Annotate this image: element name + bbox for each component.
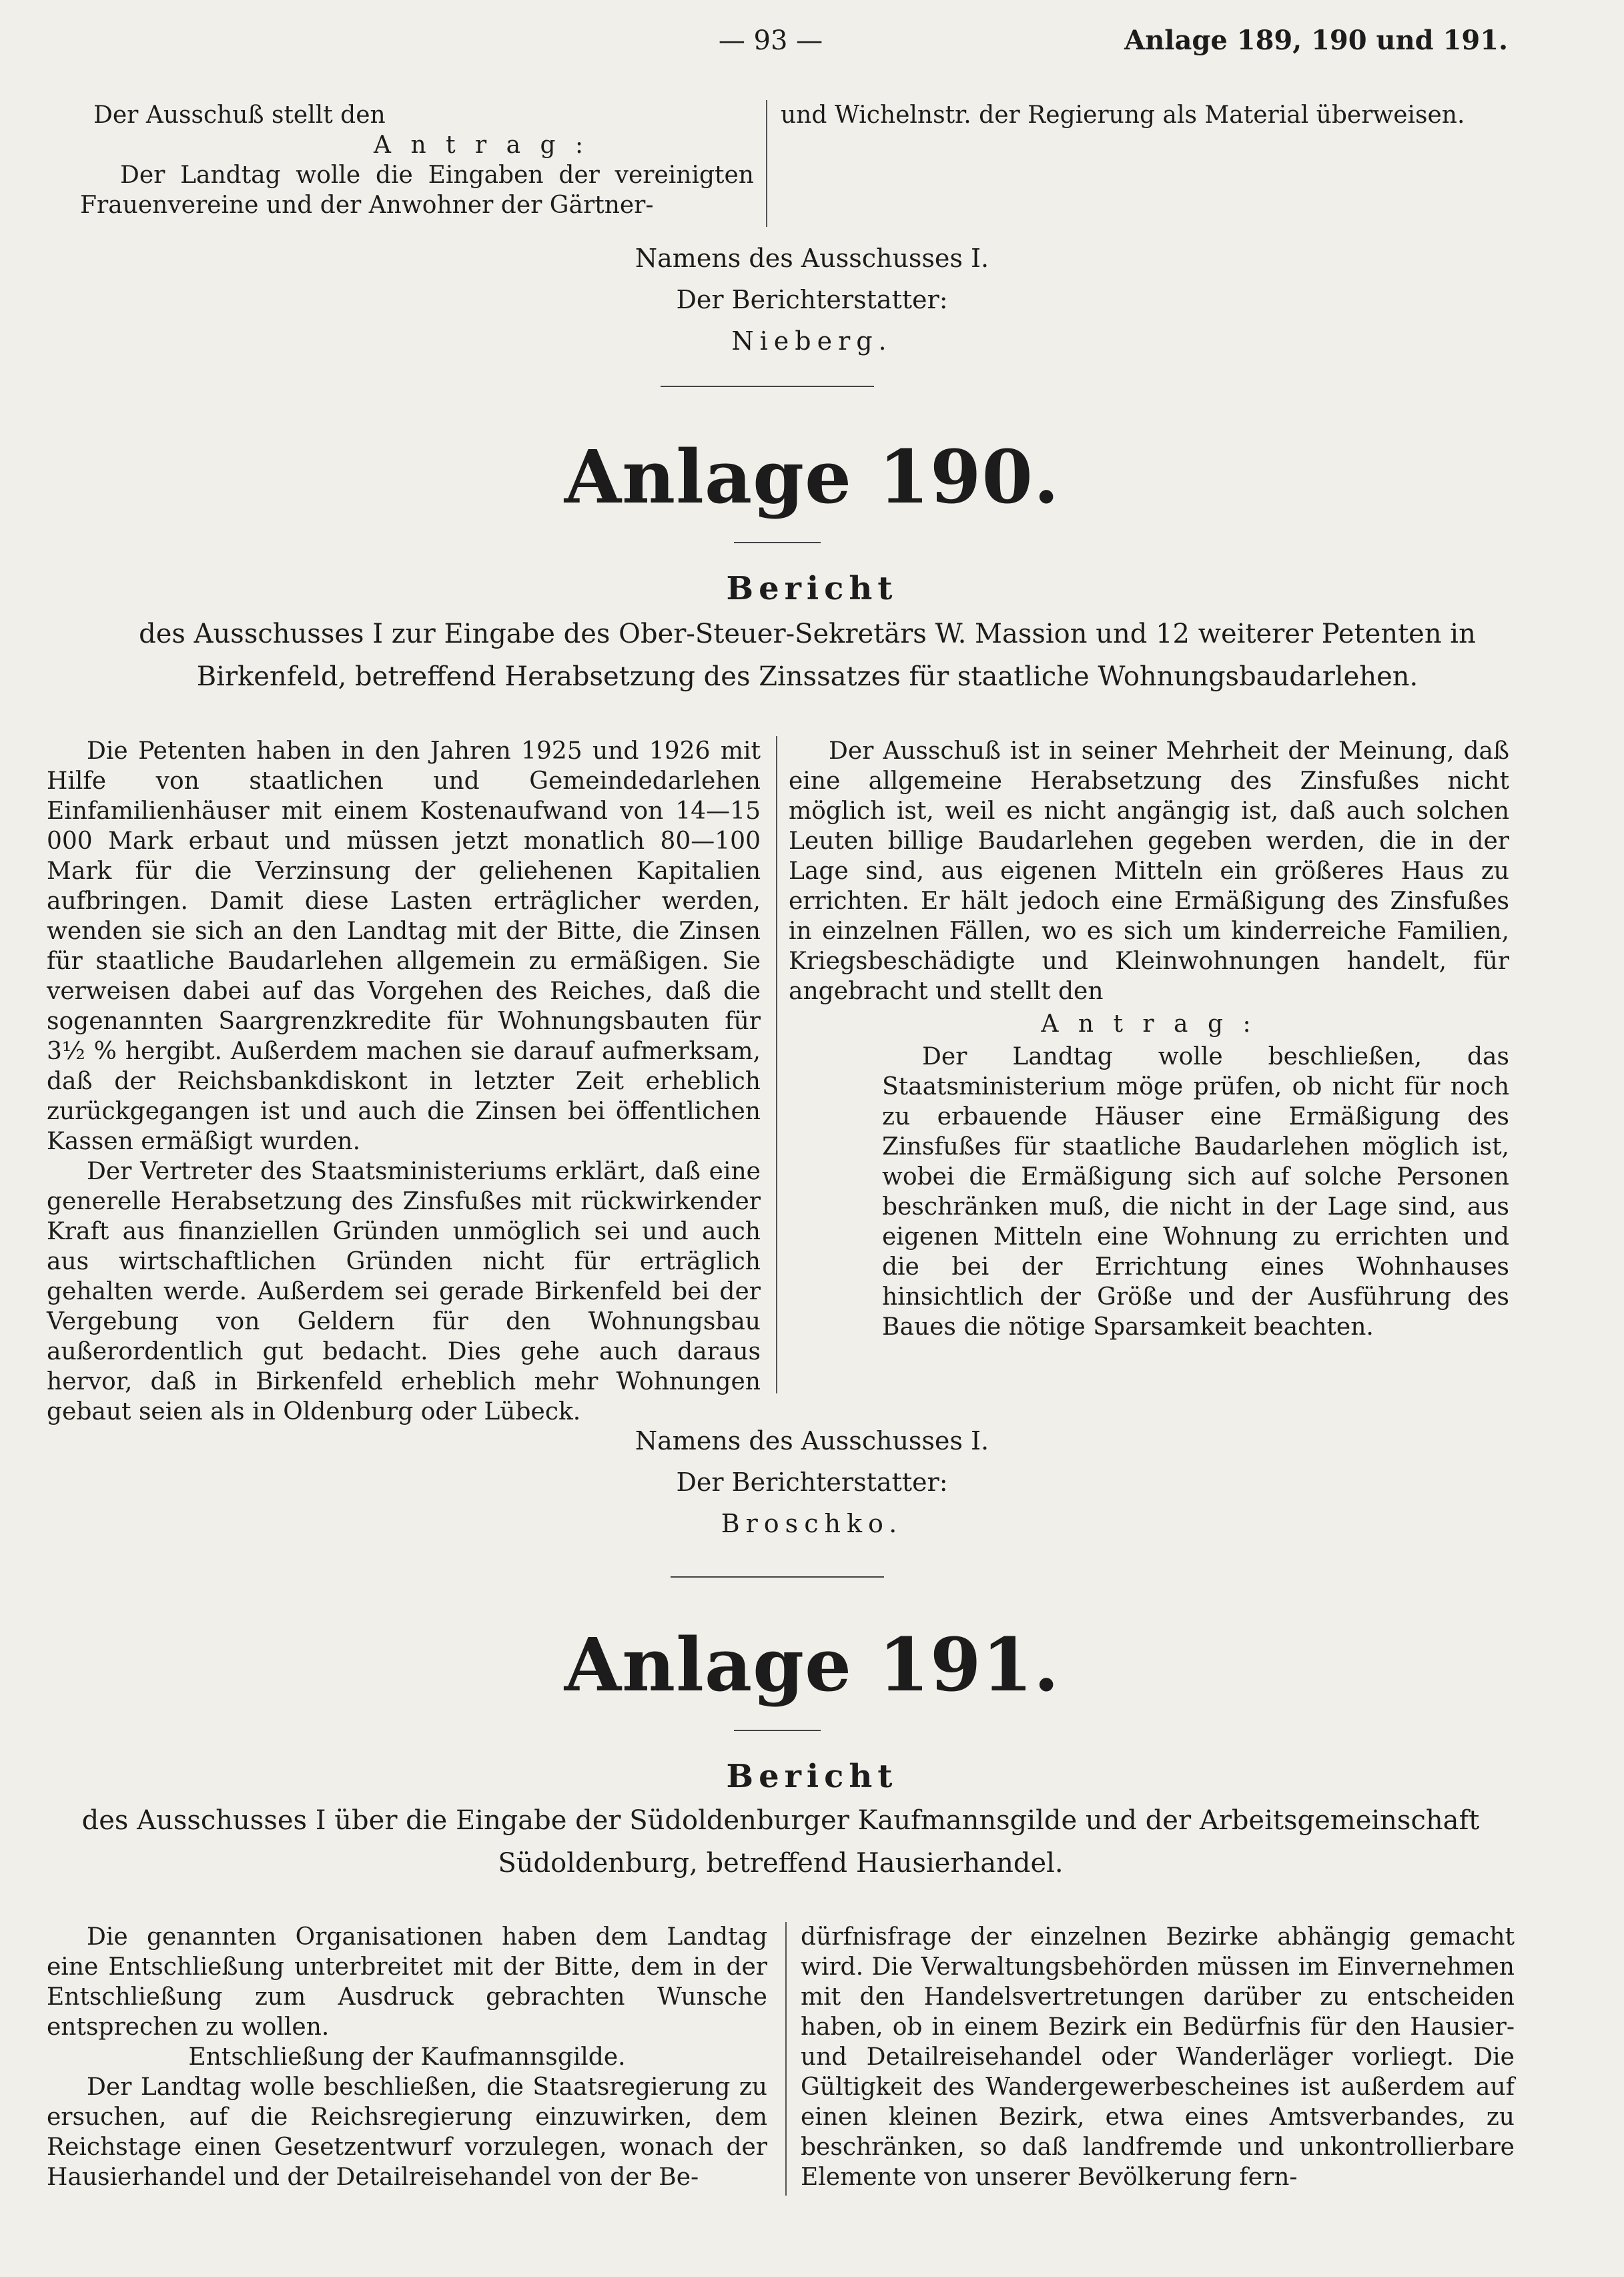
anlage-190-bericht: Bericht bbox=[726, 570, 898, 607]
anlage-191-intro-paragraph: Die genannten Organisationen haben dem Landtag eine Entschließung unterbreitet mit der Bitte, dem in der Entschließung zum Ausdruck gebrachten Wunsche entsprechen zu wollen. bbox=[47, 1923, 767, 2041]
anlage-190-committee-paragraph: Der Ausschuß ist in seiner Mehrheit der Meinung, daß eine allgemeine Herabsetzung des Zinsfußes nicht möglich ist, weil es nicht angängig ist, daß auch solchen Leuten billige Baudarlehen gegeben werden, die in der Lage sind, aus eigenen Mitteln ein größeres Haus zu errichten. Er hält jedoch eine Ermäßigung des Zinsfußes in einzelnen Fällen, wo es sich um kinderreiche Familien, Kriegsbeschädigte und Kleinwohnungen handelt, für angebracht und stellt den bbox=[789, 737, 1509, 1005]
anlage-191-bericht: Bericht bbox=[726, 1758, 898, 1795]
anlage-190-petition-paragraph: Die Petenten haben in den Jahren 1925 und 1926 mit Hilfe von staatlichen und Gemeindedarlehen Einfamilienhäuser mit einem Kostenaufwand von 14—15 000 Mark erbaut und müssen jetzt monatlich 80—100 Mark für die Verzinsung der geliehenen Kapitalien aufbringen. Damit diese Lasten erträglicher werden, wenden sie sich an den Landtag mit der Bitte, die Zinsen für staatliche Baudarlehen allgemein zu ermäßigen. Sie verweisen dabei auf das Vorgehen des Reiches, daß die sogenannten Saargrenzkredite für Wohnungsbauten für 3½ % hergibt. Außerdem machen sie darauf aufmerksam, daß der Reichsbankdiskont in letzter Zeit erheblich zurückgegangen ist und auch die Zinsen bei öffentlichen Kassen ermäßigt wurden. bbox=[47, 737, 761, 1155]
anlage-190-right-column bbox=[789, 736, 1509, 1342]
top-motion-intro: Der Ausschuß stellt den bbox=[93, 101, 386, 129]
top-motion-label: A n t r a g : bbox=[374, 131, 590, 159]
top-motion-continuation: und Wichelnstr. der Regierung als Material überweisen. bbox=[781, 101, 1465, 129]
signature-committee-top: Namens des Ausschusses I. bbox=[635, 244, 989, 273]
anlage-191-column-divider bbox=[785, 1922, 787, 2196]
anlage-191-subtitle: des Ausschusses I über die Eingabe der Südoldenburger Kaufmannsgilde und der Arbeitsgemeinschaft Südoldenburg, betreffend Hausierhandel. bbox=[81, 1805, 1480, 1879]
anlage-191-continuation-paragraph: dürfnisfrage der einzelnen Bezirke abhängig gemacht wird. Die Verwaltungsbehörden müssen im Einvernehmen mit den Handelsvertretungen darüber zu entscheiden haben, ob in einem Bezirk ein Bedürfnis für den Hausier- und Detailreisehandel oder Wanderläger vorliegt. Die Gültigkeit des Wandergewerbescheines ist außerdem auf einen kleinen Bezirk, etwa eines Amtsverbandes, zu beschränken, so daß landfremde und unkontrollierbare Elemente von unserer Bevölkerung fern- bbox=[801, 1923, 1515, 2191]
page-number: — 93 — bbox=[718, 25, 823, 56]
top-motion-text: Der Landtag wolle die Eingaben der vereinigten Frauenvereine und der Anwohner der Gärtner- bbox=[80, 161, 754, 219]
top-column-divider bbox=[766, 100, 767, 227]
anlage-190-motion-label: A n t r a g : bbox=[1041, 1010, 1257, 1038]
anlage-190-left-column bbox=[47, 736, 761, 1427]
anlage-190-heading bbox=[0, 434, 1624, 521]
divider-rule bbox=[671, 1576, 884, 1578]
anlage-191-resolution-text: Der Landtag wolle beschließen, die Staatsregierung zu ersuchen, auf die Reichsregierung einzuwirken, dem Reichstage einen Gesetzentwurf vorzulegen, wonach der Hausierhandel und der Detailreisehandel von der Be- bbox=[47, 2073, 767, 2191]
anlage-191-heading-text: Anlage 191. bbox=[564, 1622, 1060, 1708]
anlage-191-resolution-title: Entschließung der Kaufmannsgilde. bbox=[188, 2043, 626, 2071]
anlage-191-right-column bbox=[801, 1922, 1515, 2192]
signature-name-top: Nieberg. bbox=[731, 326, 893, 356]
top-left-column bbox=[80, 100, 754, 220]
signature-committee-190: Namens des Ausschusses I. bbox=[635, 1426, 989, 1455]
signature-name-190: Broschko. bbox=[721, 1509, 903, 1538]
running-title: Anlage 189, 190 und 191. bbox=[1124, 25, 1508, 56]
anlage-190-heading-text: Anlage 190. bbox=[564, 434, 1060, 520]
anlage-191-heading bbox=[0, 1622, 1624, 1708]
divider-rule bbox=[661, 386, 874, 387]
anlage-190-subtitle: des Ausschusses I zur Eingabe des Ober-Steuer-Sekretärs W. Massion und 12 weiterer Petenten in Birkenfeld, betreffend Herabsetzung des Zinssatzes für staatliche Wohnungsbaudarlehen. bbox=[139, 619, 1476, 692]
signature-role-top: Der Berichterstatter: bbox=[676, 285, 948, 314]
divider-rule bbox=[734, 542, 821, 543]
signature-role-190: Der Berichterstatter: bbox=[676, 1468, 948, 1497]
anlage-190-ministry-paragraph: Der Vertreter des Staatsministeriums erklärt, daß eine generelle Herabsetzung des Zinsfußes mit rückwirkender Kraft aus finanziellen Gründen unmöglich sei und auch aus wirtschaftlichen Gründen nicht für erträglich gehalten werde. Außerdem sei gerade Birkenfeld bei der Vergebung von Geldern für den Wohnungsbau außerordentlich gut bedacht. Dies gehe auch daraus hervor, daß in Birkenfeld erheblich mehr Wohnungen gebaut seien als in Oldenburg oder Lübeck. bbox=[47, 1158, 761, 1425]
top-right-column bbox=[781, 100, 1508, 130]
divider-rule bbox=[734, 1730, 821, 1731]
anlage-190-motion-text: Der Landtag wolle beschließen, das Staatsministerium möge prüfen, ob nicht für noch zu erbauende Häuser eine Ermäßigung des Zinsfußes für staatliche Baudarlehen möglich ist, wobei die Ermäßigung sich auf solche Personen beschränken muß, die nicht in der Lage sind, aus eigenen Mitteln eine Wohnung zu errichten und die bei der Errichtung eines Wohnhauses hinsichtlich der Größe und der Ausführung des Baues die nötige Sparsamkeit beachten. bbox=[882, 1043, 1509, 1341]
anlage-190-column-divider bbox=[776, 736, 777, 1393]
anlage-191-left-column bbox=[47, 1922, 767, 2192]
